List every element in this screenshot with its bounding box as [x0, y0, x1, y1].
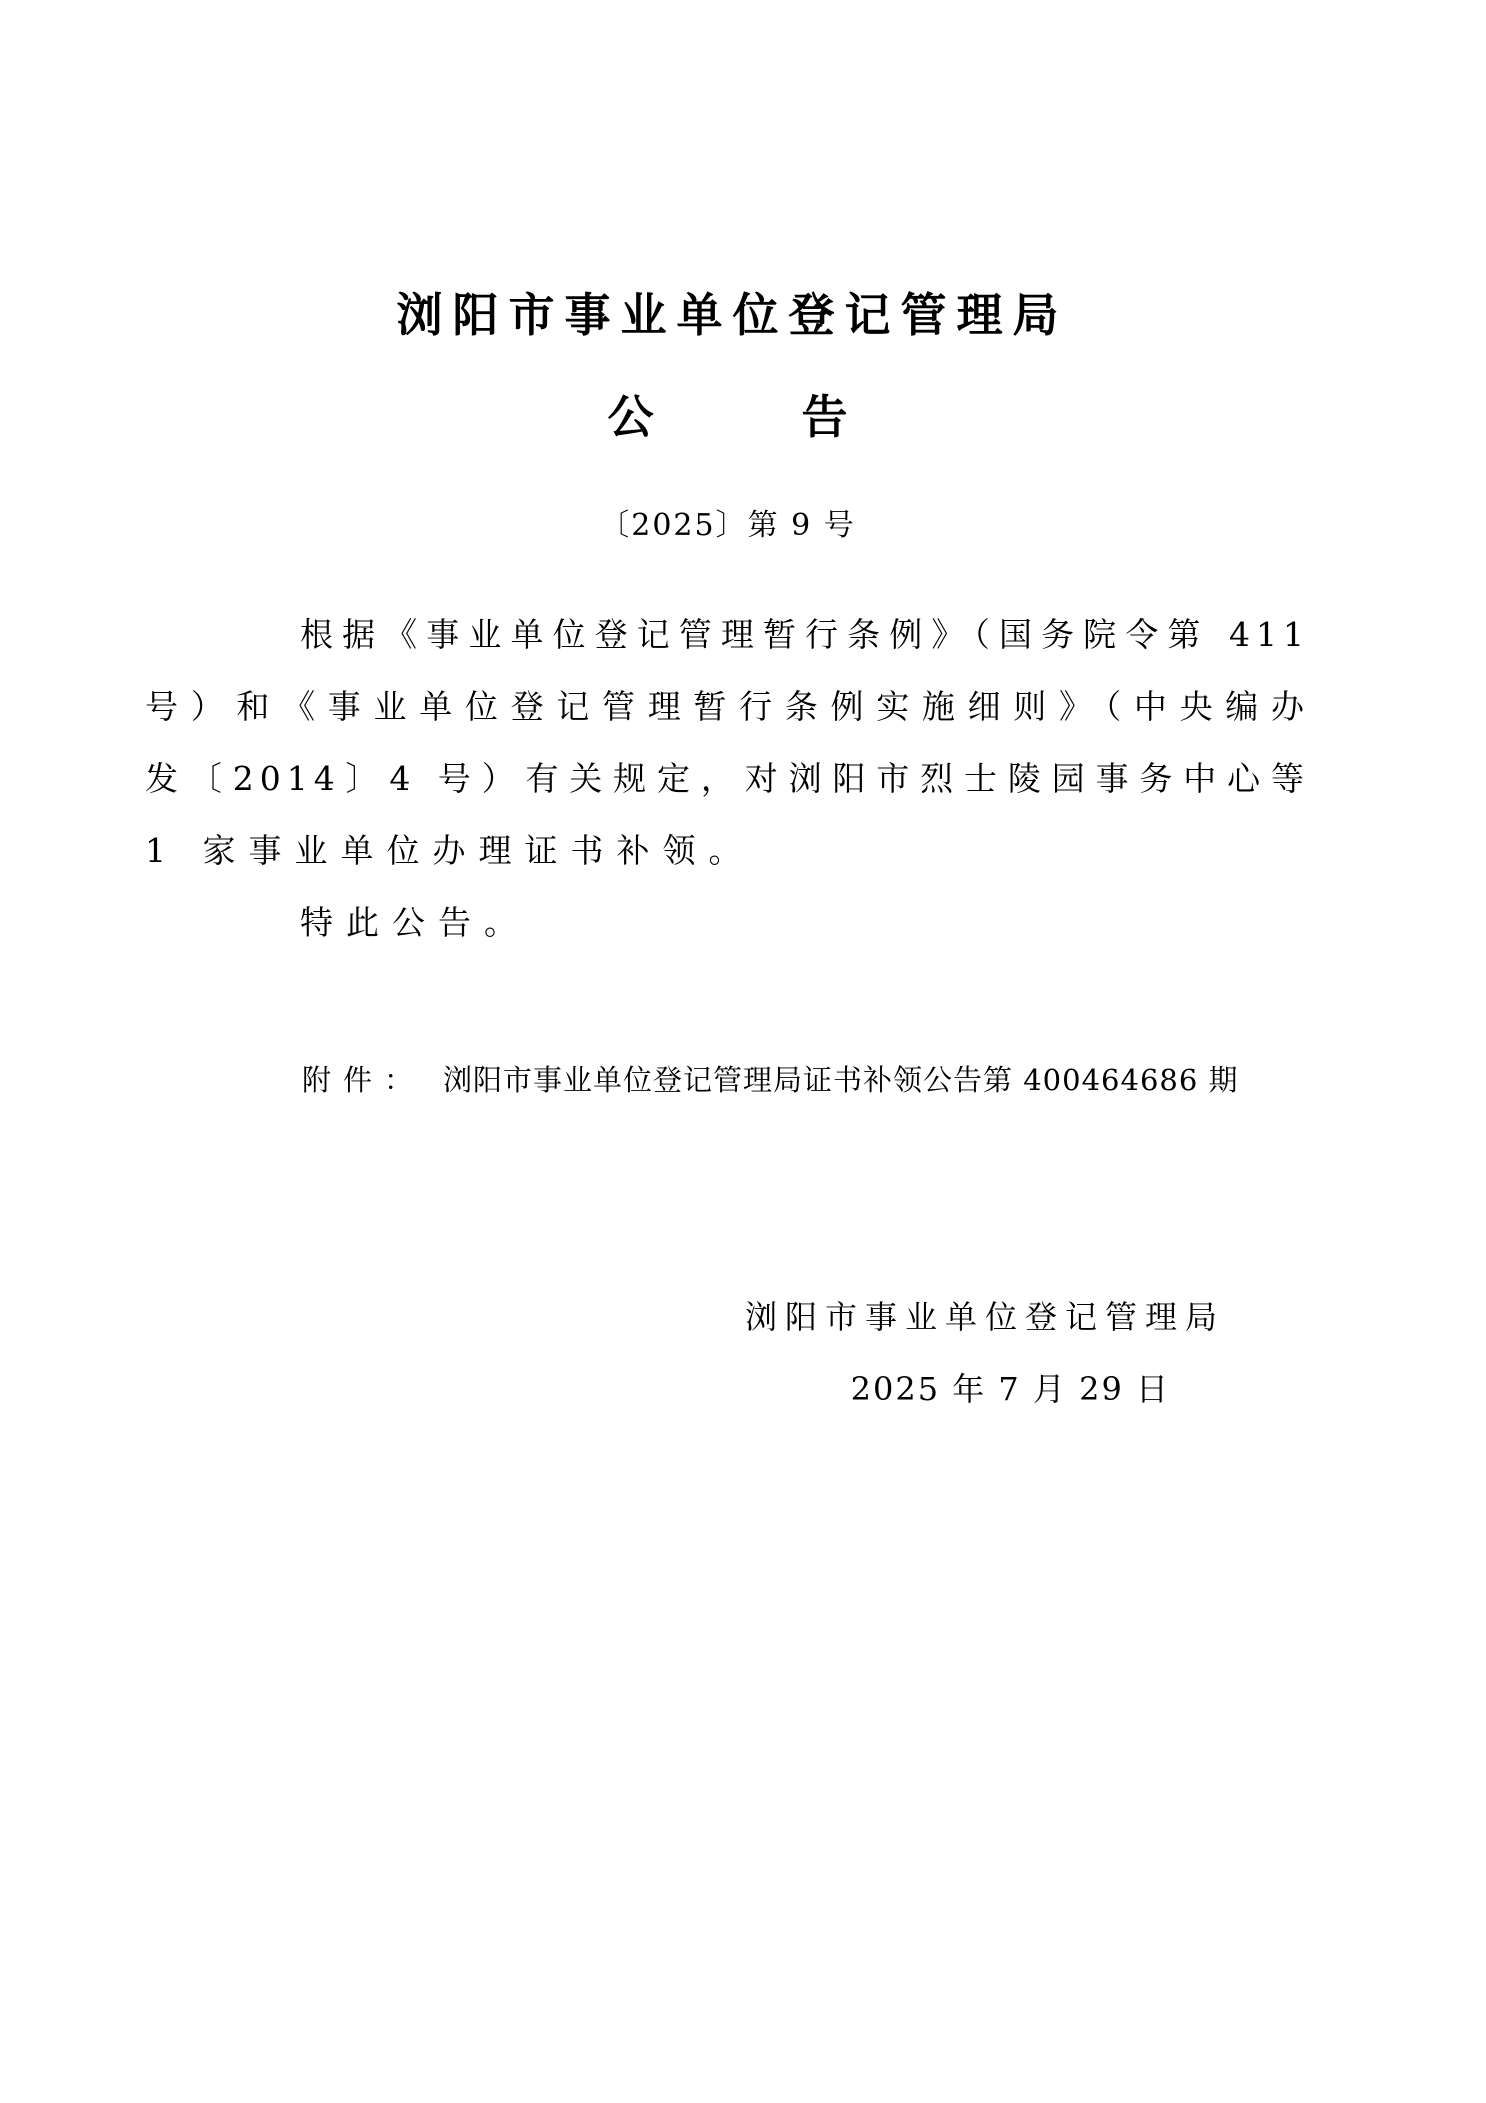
closing-line: 特此公告。	[300, 903, 530, 942]
subtitle-char-gong: 公	[607, 390, 654, 444]
document-body	[145, 599, 1310, 959]
attachment-text: 浏阳市事业单位登记管理局证书补领公告第 400464686 期	[443, 1063, 1239, 1097]
signature-date: 2025 年 7 月 29 日	[850, 1370, 1170, 1408]
signature-issuer: 浏阳市事业单位登记管理局	[744, 1298, 1225, 1336]
document-number: 〔2025〕第 9 号	[599, 508, 856, 543]
body-line-4: 1 家事业单位办理证书补领。	[145, 831, 755, 870]
document-title: 浏阳市事业单位登记管理局	[396, 288, 1069, 342]
subtitle-char-gao: 告	[801, 390, 848, 444]
document-subtitle	[145, 385, 1310, 449]
body-line-3: 发〔2014〕4 号）有关规定，对浏阳市烈士陵园事务中心等	[145, 759, 1310, 798]
attachment-line	[145, 1058, 1310, 1102]
signature-block	[145, 1281, 1310, 1425]
attachment-label: 附件：	[302, 1063, 426, 1097]
body-line-2: 号）和《事业单位登记管理暂行条例实施细则》（中央编办	[145, 687, 1310, 726]
body-line-1: 根据《事业单位登记管理暂行条例》（国务院令第 411	[300, 615, 1310, 654]
